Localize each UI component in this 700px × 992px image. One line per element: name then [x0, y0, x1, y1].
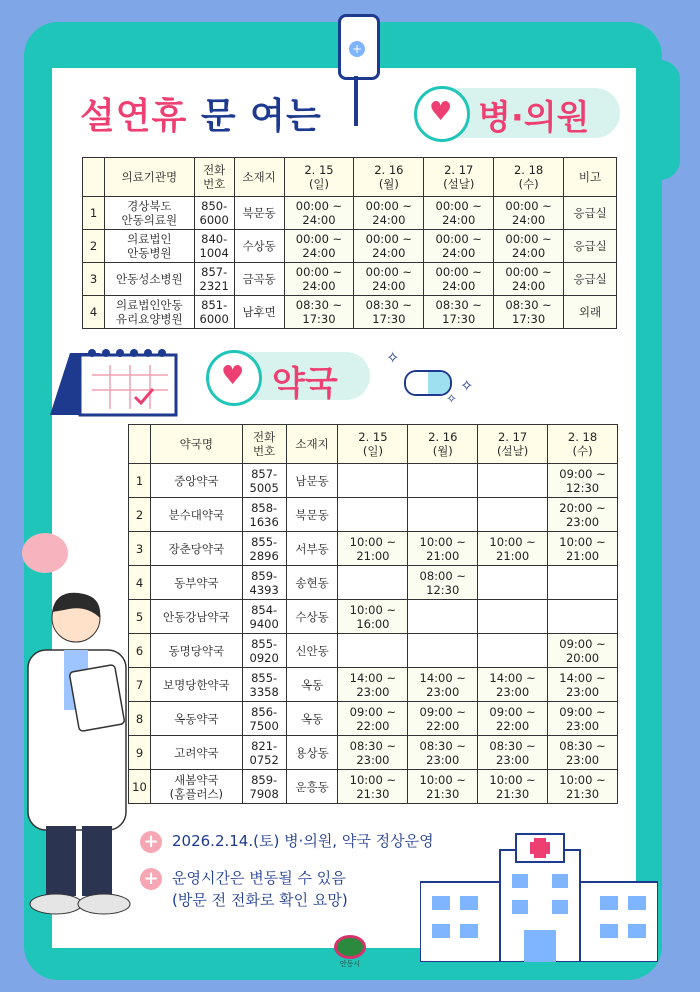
table-cell — [338, 634, 408, 668]
table-row — [129, 566, 618, 600]
table-cell: 00:00 ~ 24:00 — [284, 197, 354, 230]
city-logo — [333, 935, 367, 969]
heart-monitor-icon-2: ♥ — [206, 350, 262, 406]
table-header-cell: 약국명 — [150, 425, 242, 464]
frame-ear-right — [640, 60, 680, 180]
table-cell: 4 — [129, 566, 151, 600]
table-header-cell: 비고 — [564, 158, 617, 197]
table-cell: 10:00 ~ 21:00 — [478, 532, 548, 566]
table-cell: 855- 0920 — [242, 634, 286, 668]
table-row — [129, 702, 618, 736]
table-cell: 10:00 ~ 21:30 — [408, 770, 478, 804]
note-item — [140, 830, 434, 853]
table-row — [129, 770, 618, 804]
page-title — [80, 88, 322, 139]
table-cell: 1 — [83, 197, 105, 230]
table-cell — [478, 464, 548, 498]
table-cell: 840- 1004 — [194, 230, 234, 263]
table-cell: 중앙약국 — [150, 464, 242, 498]
table-cell: 00:00 ~ 24:00 — [424, 263, 494, 296]
table-header-cell — [83, 158, 105, 197]
table-row — [129, 634, 618, 668]
table-cell — [408, 464, 478, 498]
doctor-illustration — [14, 590, 132, 920]
note-item — [140, 867, 434, 911]
table-cell: 855- 3358 — [242, 668, 286, 702]
table-cell: 안동강남약국 — [150, 600, 242, 634]
table-cell: 09:00 ~ 22:00 — [338, 702, 408, 736]
table-cell: 859- 7908 — [242, 770, 286, 804]
table-cell: 14:00 ~ 23:00 — [408, 668, 478, 702]
table-cell: 동명당약국 — [150, 634, 242, 668]
table-cell — [478, 498, 548, 532]
logo-text: 안동시 — [339, 960, 361, 968]
table-cell: 10:00 ~ 21:00 — [548, 532, 618, 566]
table-cell: 의료법인 안동병원 — [104, 230, 194, 263]
table-row — [129, 498, 618, 532]
table-cell: 00:00 ~ 24:00 — [354, 197, 424, 230]
table-row — [83, 296, 617, 329]
table-cell: 14:00 ~ 23:00 — [338, 668, 408, 702]
table-header-cell: 2. 16 (월) — [354, 158, 424, 197]
table-cell: 09:00 ~ 23:00 — [548, 702, 618, 736]
table-cell: 운흥동 — [286, 770, 338, 804]
calendar-icon — [40, 345, 180, 417]
table-header-cell — [129, 425, 151, 464]
table-cell: 3 — [83, 263, 105, 296]
table-cell — [338, 464, 408, 498]
table-cell: 00:00 ~ 24:00 — [284, 230, 354, 263]
table-row — [129, 600, 618, 634]
hospital-table — [82, 157, 617, 329]
table-cell: 858- 1636 — [242, 498, 286, 532]
note-text: 2026.2.14.(토) 병·의원, 약국 정상운영 — [172, 832, 434, 850]
table-cell: 851- 6000 — [194, 296, 234, 329]
table-row — [129, 532, 618, 566]
table-cell: 00:00 ~ 24:00 — [354, 230, 424, 263]
table-cell: 남후면 — [234, 296, 284, 329]
table-cell — [478, 634, 548, 668]
table-cell: 856- 7500 — [242, 702, 286, 736]
plus-icon: + — [140, 868, 162, 890]
note-text: 운영시간은 변동될 수 있음 (방문 전 전화로 확인 요망) — [172, 869, 348, 909]
plus-icon: + — [140, 831, 162, 853]
iv-line — [354, 76, 358, 126]
table-cell: 14:00 ~ 23:00 — [548, 668, 618, 702]
table-cell: 00:00 ~ 24:00 — [494, 230, 564, 263]
table-cell: 09:00 ~ 20:00 — [548, 634, 618, 668]
table-cell: 분수대약국 — [150, 498, 242, 532]
table-cell: 7 — [129, 668, 151, 702]
table-row — [129, 464, 618, 498]
table-cell: 남문동 — [286, 464, 338, 498]
table-cell: 00:00 ~ 24:00 — [284, 263, 354, 296]
table-cell: 용상동 — [286, 736, 338, 770]
table-cell: 북문동 — [234, 197, 284, 230]
table-row — [129, 736, 618, 770]
table-cell: 서부동 — [286, 532, 338, 566]
table-row — [83, 197, 617, 230]
title-part2: 문 여는 — [200, 96, 322, 137]
table-cell: 08:30 ~ 23:00 — [338, 736, 408, 770]
table-cell: 10:00 ~ 21:30 — [548, 770, 618, 804]
table-cell: 10:00 ~ 21:30 — [478, 770, 548, 804]
table-header-row — [83, 158, 617, 197]
table-cell: 08:00 ~ 12:30 — [408, 566, 478, 600]
table-header-cell: 2. 15 (일) — [284, 158, 354, 197]
table-header-cell: 2. 15 (일) — [338, 425, 408, 464]
table-cell: 20:00 ~ 23:00 — [548, 498, 618, 532]
table-cell: 09:00 ~ 12:30 — [548, 464, 618, 498]
table-cell: 10:00 ~ 21:00 — [408, 532, 478, 566]
table-cell: 안동성소병원 — [104, 263, 194, 296]
table-cell: 1 — [129, 464, 151, 498]
table-cell: 옥동 — [286, 668, 338, 702]
table-cell: 08:30 ~ 17:30 — [284, 296, 354, 329]
table-header-cell: 소재지 — [286, 425, 338, 464]
table-cell — [408, 498, 478, 532]
table-cell: 10:00 ~ 21:30 — [338, 770, 408, 804]
table-cell — [338, 566, 408, 600]
table-cell: 855- 2896 — [242, 532, 286, 566]
table-header-cell: 2. 18 (수) — [494, 158, 564, 197]
table-cell: 850- 6000 — [194, 197, 234, 230]
table-cell: 09:00 ~ 22:00 — [478, 702, 548, 736]
table-header-cell: 2. 16 (월) — [408, 425, 478, 464]
table-cell: 2 — [83, 230, 105, 263]
table-cell: 854- 9400 — [242, 600, 286, 634]
table-cell: 00:00 ~ 24:00 — [354, 263, 424, 296]
table-cell: 외래 — [564, 296, 617, 329]
table-cell — [408, 634, 478, 668]
table-cell: 고려약국 — [150, 736, 242, 770]
table-cell: 08:30 ~ 17:30 — [354, 296, 424, 329]
hospital-building-icon — [420, 830, 658, 962]
table-cell: 6 — [129, 634, 151, 668]
table-cell: 장춘당약국 — [150, 532, 242, 566]
table-cell: 08:30 ~ 23:00 — [408, 736, 478, 770]
sparkle-icon-3: ✧ — [446, 392, 457, 407]
table-cell: 옥동 — [286, 702, 338, 736]
table-cell: 857- 5005 — [242, 464, 286, 498]
calendar-speech-bubble-icon — [22, 533, 68, 573]
table-cell: 00:00 ~ 24:00 — [424, 197, 494, 230]
table-cell: 응급실 — [564, 263, 617, 296]
table-cell: 4 — [83, 296, 105, 329]
pharmacy-title: 약국 — [272, 364, 338, 404]
table-cell: 08:30 ~ 17:30 — [494, 296, 564, 329]
table-cell: 14:00 ~ 23:00 — [478, 668, 548, 702]
table-cell: 새봄약국 (홈플러스) — [150, 770, 242, 804]
sparkle-icon-2: ✧ — [460, 376, 474, 395]
table-cell — [548, 600, 618, 634]
table-row — [129, 668, 618, 702]
table-row — [83, 230, 617, 263]
table-cell: 10:00 ~ 21:00 — [338, 532, 408, 566]
table-cell — [478, 566, 548, 600]
table-header-cell: 2. 17 (설날) — [424, 158, 494, 197]
table-cell: 08:30 ~ 23:00 — [548, 736, 618, 770]
table-cell: 수상동 — [234, 230, 284, 263]
table-cell: 응급실 — [564, 230, 617, 263]
table-cell: 10 — [129, 770, 151, 804]
table-row — [83, 263, 617, 296]
title-part1: 설연휴 — [80, 96, 188, 137]
table-cell: 동부약국 — [150, 566, 242, 600]
table-cell: 신안동 — [286, 634, 338, 668]
iv-bag-icon: + — [338, 14, 380, 80]
heart-monitor-icon: ♥ — [414, 86, 470, 142]
table-header-cell: 의료기관명 — [104, 158, 194, 197]
table-cell: 08:30 ~ 23:00 — [478, 736, 548, 770]
city-emblem-icon — [334, 935, 366, 959]
table-cell — [548, 566, 618, 600]
table-cell: 8 — [129, 702, 151, 736]
table-cell: 08:30 ~ 17:30 — [424, 296, 494, 329]
table-cell — [408, 600, 478, 634]
table-cell: 의료법인안동 유리요양병원 — [104, 296, 194, 329]
table-cell: 9 — [129, 736, 151, 770]
table-cell: 00:00 ~ 24:00 — [494, 263, 564, 296]
pill-capsule-icon — [404, 370, 452, 396]
table-cell: 3 — [129, 532, 151, 566]
table-header-cell: 전화 번호 — [242, 425, 286, 464]
table-cell: 00:00 ~ 24:00 — [494, 197, 564, 230]
table-cell — [338, 498, 408, 532]
table-cell: 00:00 ~ 24:00 — [424, 230, 494, 263]
notes-section — [140, 830, 434, 925]
table-cell: 금곡동 — [234, 263, 284, 296]
table-cell: 송현동 — [286, 566, 338, 600]
table-cell: 2 — [129, 498, 151, 532]
sparkle-icon: ✧ — [386, 348, 400, 367]
table-header-cell: 소재지 — [234, 158, 284, 197]
table-cell: 경상북도 안동의료원 — [104, 197, 194, 230]
table-header-cell: 전화 번호 — [194, 158, 234, 197]
table-header-cell: 2. 17 (설날) — [478, 425, 548, 464]
table-cell: 857- 2321 — [194, 263, 234, 296]
table-cell: 10:00 ~ 16:00 — [338, 600, 408, 634]
table-cell: 보명당한약국 — [150, 668, 242, 702]
table-cell: 5 — [129, 600, 151, 634]
table-cell: 북문동 — [286, 498, 338, 532]
table-header-row — [129, 425, 618, 464]
table-header-cell: 2. 18 (수) — [548, 425, 618, 464]
table-cell: 수상동 — [286, 600, 338, 634]
table-cell: 821- 0752 — [242, 736, 286, 770]
table-cell: 859- 4393 — [242, 566, 286, 600]
table-cell: 옥동약국 — [150, 702, 242, 736]
table-cell — [478, 600, 548, 634]
title-part3: 병·의원 — [478, 98, 590, 138]
table-cell: 응급실 — [564, 197, 617, 230]
pharmacy-table — [128, 424, 618, 804]
table-cell: 09:00 ~ 22:00 — [408, 702, 478, 736]
